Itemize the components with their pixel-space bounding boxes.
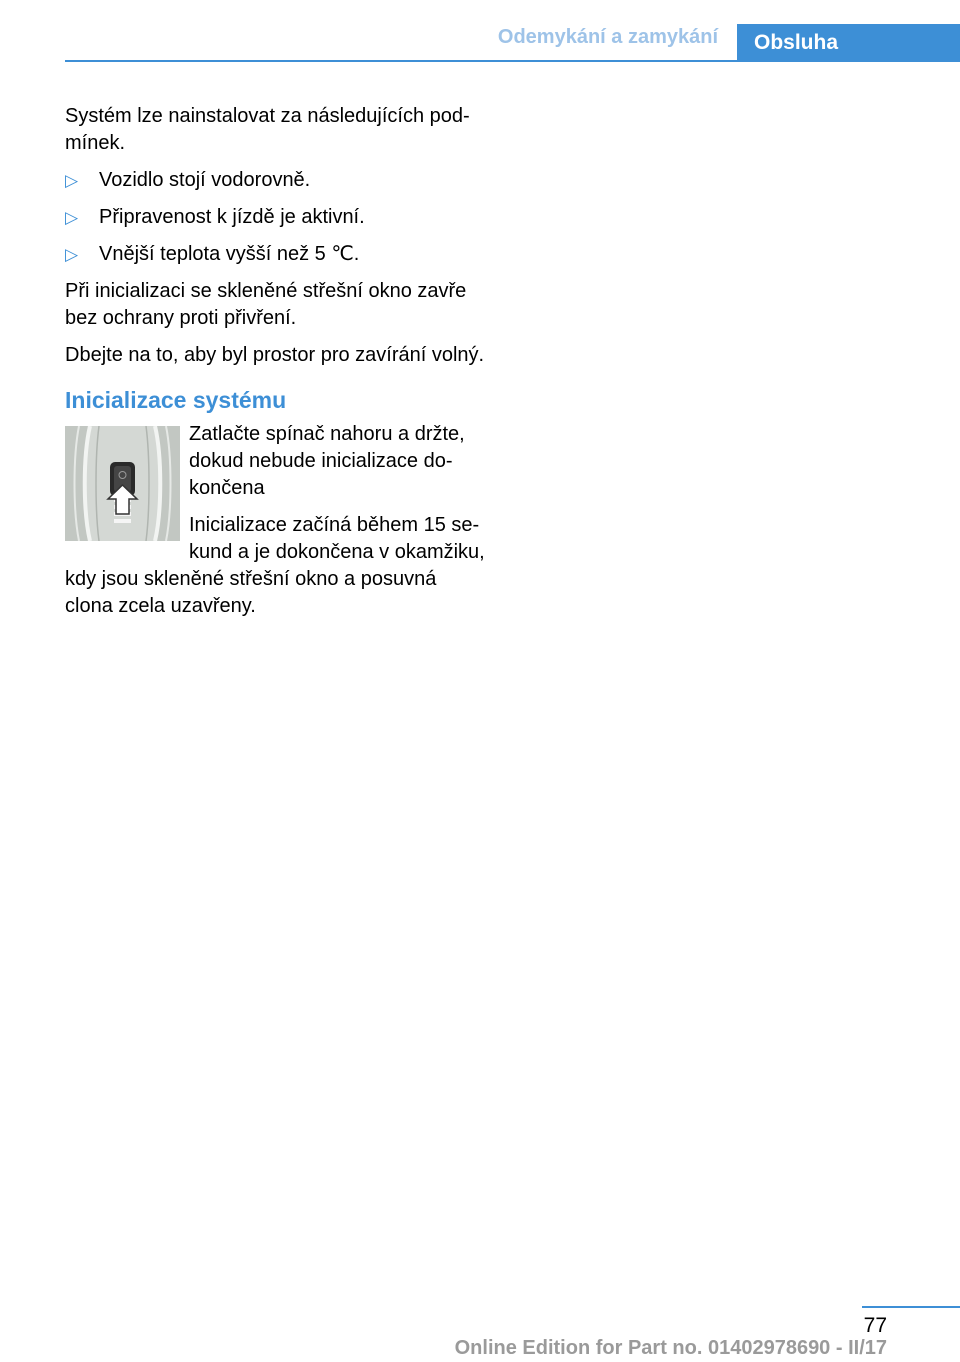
list-item-text: Vozidlo stojí vodorovně. [99, 169, 311, 191]
page-number: 77 [863, 1314, 887, 1337]
list-item [65, 204, 485, 231]
main-content [65, 103, 485, 630]
footer-rule [862, 1306, 960, 1308]
header-chapter-tab: Obsluha [737, 24, 960, 60]
header-section-title: Odemykání a zamykání [497, 26, 718, 48]
triangle-bullet-icon: ▷ [65, 208, 79, 227]
list-item [65, 167, 485, 194]
triangle-bullet-icon: ▷ [65, 245, 79, 264]
roof-switch-illustration [65, 426, 180, 541]
edition-note: Online Edition for Part no. 01402978690 - II/17 [454, 1337, 887, 1359]
list-item [65, 241, 485, 268]
step-paragraph: Zatlačte spínač nahoru a držte, dokud nebude inicializace dokončena [189, 423, 465, 499]
note-paragraph: Při inicializaci se skleněné střešní okno zavře bez ochrany proti přivření. [65, 280, 467, 329]
step-paragraph: Inicializace začíná během 15 sekund a je dokončena v okamžiku, kdy jsou skleněné střešní okno a posuvná clona zcela uzavřeny. [65, 514, 485, 617]
intro-paragraph: Systém lze nainstalovat za následujících podmínek. [65, 105, 470, 154]
conditions-list [65, 167, 485, 268]
list-item-text: Vnější teplota vyšší než 5 ℃. [99, 243, 360, 265]
section-heading: Inicializace systému [65, 387, 287, 413]
list-item-text: Připravenost k jízdě je aktivní. [99, 206, 365, 228]
header-rule [65, 60, 960, 62]
note-paragraph: Dbejte na to, aby byl prostor pro zavírání volný. [65, 344, 485, 366]
triangle-bullet-icon: ▷ [65, 171, 79, 190]
